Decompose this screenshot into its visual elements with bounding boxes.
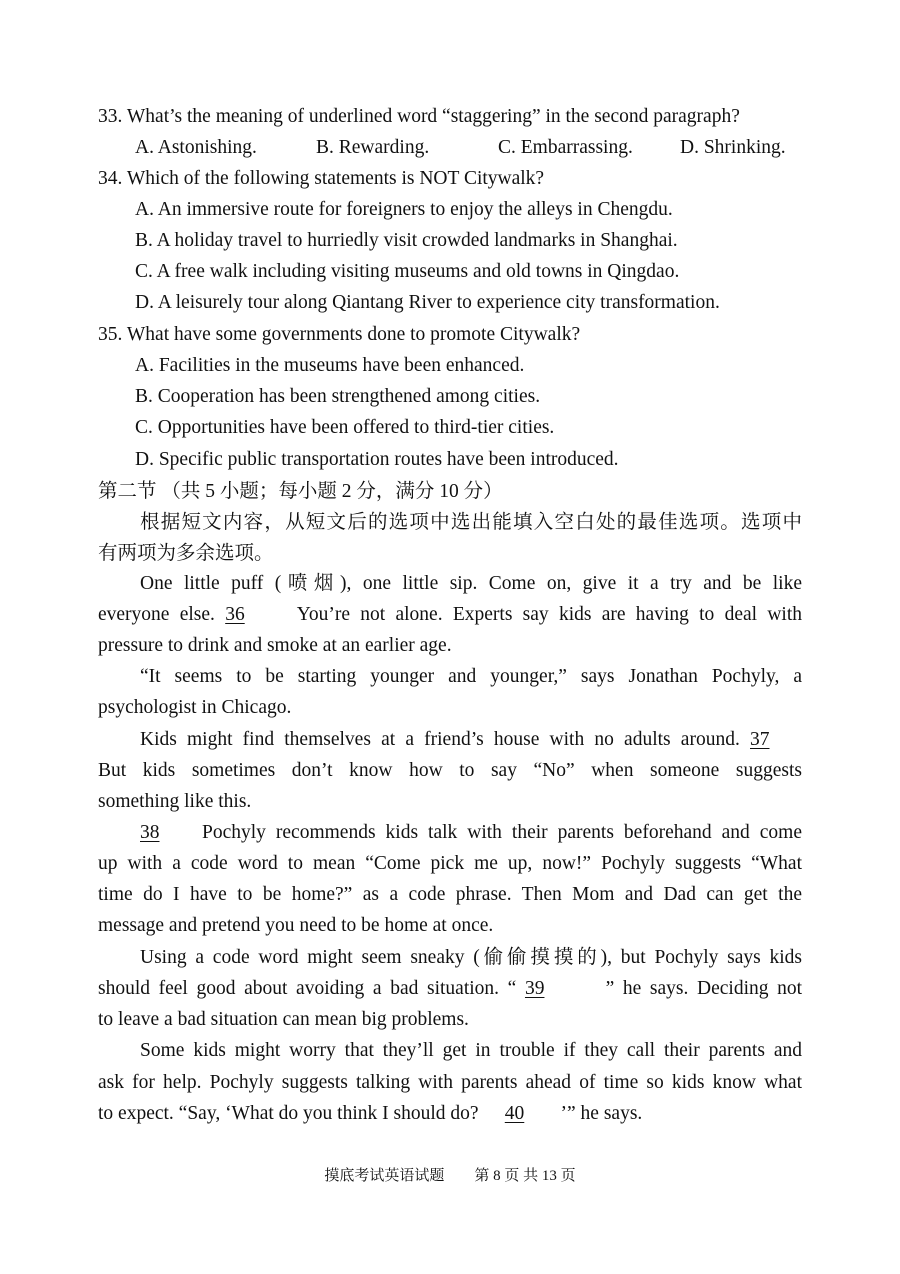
passage-text: Kids might find themselves at a friend’s house with no adults around. bbox=[140, 729, 740, 750]
passage-p4-line-2: up with a code word to mean “Come pick me up, now!” Pochyly suggests “What bbox=[98, 853, 802, 874]
passage-p3-line-2: But kids sometimes don’t know how to say “No” when someone suggests bbox=[98, 760, 802, 781]
question-33-option-b: B. Rewarding. bbox=[316, 137, 430, 158]
passage-p6-line-1: Some kids might worry that they’ll get in trouble if they call their parents and bbox=[140, 1040, 802, 1061]
passage-text: Pochyly recommends kids talk with their parents beforehand and come bbox=[202, 822, 802, 843]
question-34-stem: 34. Which of the following statements is NOT Citywalk? bbox=[98, 168, 545, 189]
passage-p5-line-3: to leave a bad situation can mean big problems. bbox=[98, 1009, 469, 1030]
question-33-option-d: D. Shrinking. bbox=[680, 137, 786, 158]
section-instruction-line-2: 有两项为多余选项。 bbox=[98, 543, 274, 564]
question-34-option-a: A. An immersive route for foreigners to enjoy the alleys in Chengdu. bbox=[135, 199, 673, 220]
blank-37: 37 bbox=[750, 729, 770, 750]
blank-40: 40 bbox=[504, 1103, 525, 1124]
question-35-option-d: D. Specific public transportation routes have been introduced. bbox=[135, 449, 619, 470]
question-33-option-a: A. Astonishing. bbox=[135, 137, 257, 158]
blank-36: 36 bbox=[225, 604, 245, 625]
passage-p6-line-3 bbox=[98, 1098, 802, 1129]
passage-p6-line-2: ask for help. Pochyly suggests talking with parents ahead of time so kids know what bbox=[98, 1072, 802, 1093]
question-35-option-a: A. Facilities in the museums have been enhanced. bbox=[135, 355, 525, 376]
passage-text: should feel good about avoiding a bad situation. “ bbox=[98, 978, 517, 999]
passage-p1-line-2 bbox=[98, 599, 802, 630]
passage-p3-line-1 bbox=[140, 724, 802, 755]
question-34-option-b: B. A holiday travel to hurriedly visit crowded landmarks in Shanghai. bbox=[135, 230, 678, 251]
section-instruction-line-1: 根据短文内容，从短文后的选项中选出能填入空白处的最佳选项。选项中 bbox=[140, 512, 802, 533]
blank-39: 39 bbox=[524, 978, 545, 999]
passage-p1-line-3: pressure to drink and smoke at an earlier age. bbox=[98, 635, 452, 656]
page-footer bbox=[0, 1166, 900, 1186]
passage-p2-line-2: psychologist in Chicago. bbox=[98, 697, 292, 718]
passage-text: to expect. “Say, ‘What do you think I should do? bbox=[98, 1103, 479, 1124]
passage-text: ’” he says. bbox=[560, 1103, 643, 1124]
passage-p5-line-1: Using a code word might seem sneaky (偷偷摸摸的), but Pochyly says kids bbox=[140, 947, 802, 968]
question-33-options bbox=[135, 132, 802, 163]
passage-text: You’re not alone. Experts say kids are having to deal with bbox=[296, 604, 802, 625]
passage-text: ” he says. Deciding not bbox=[605, 978, 803, 999]
passage-p4-line-1 bbox=[140, 817, 802, 848]
question-35-stem: 35. What have some governments done to promote Citywalk? bbox=[98, 324, 581, 345]
blank-38: 38 bbox=[140, 822, 160, 843]
passage-p4-line-3: time do I have to be home?” as a code phrase. Then Mom and Dad can get the bbox=[98, 884, 802, 905]
question-33-stem: 33. What’s the meaning of underlined word “staggering” in the second paragraph? bbox=[98, 106, 740, 127]
question-35-option-b: B. Cooperation has been strengthened among cities. bbox=[135, 386, 541, 407]
question-34-option-c: C. A free walk including visiting museums and old towns in Qingdao. bbox=[135, 261, 680, 282]
passage-text: everyone else. bbox=[98, 604, 215, 625]
passage-p4-line-4: message and pretend you need to be home at once. bbox=[98, 915, 494, 936]
question-35-option-c: C. Opportunities have been offered to third-tier cities. bbox=[135, 417, 555, 438]
passage-p1-line-1: One little puff (喷烟), one little sip. Come on, give it a try and be like bbox=[140, 573, 802, 594]
passage-p3-line-3: something like this. bbox=[98, 791, 252, 812]
page-number: 第 8 页 共 13 页 bbox=[474, 1168, 576, 1184]
passage-p5-line-2 bbox=[98, 973, 802, 1004]
question-34-option-d: D. A leisurely tour along Qiantang River to experience city transformation. bbox=[135, 292, 720, 313]
section-heading: 第二节 （共 5 小题；每小题 2 分，满分 10 分） bbox=[98, 481, 503, 502]
exam-name: 摸底考试英语试题 bbox=[324, 1168, 445, 1184]
passage-p2-line-1: “It seems to be starting younger and younger,” says Jonathan Pochyly, a bbox=[140, 666, 802, 687]
question-33-option-c: C. Embarrassing. bbox=[498, 137, 633, 158]
